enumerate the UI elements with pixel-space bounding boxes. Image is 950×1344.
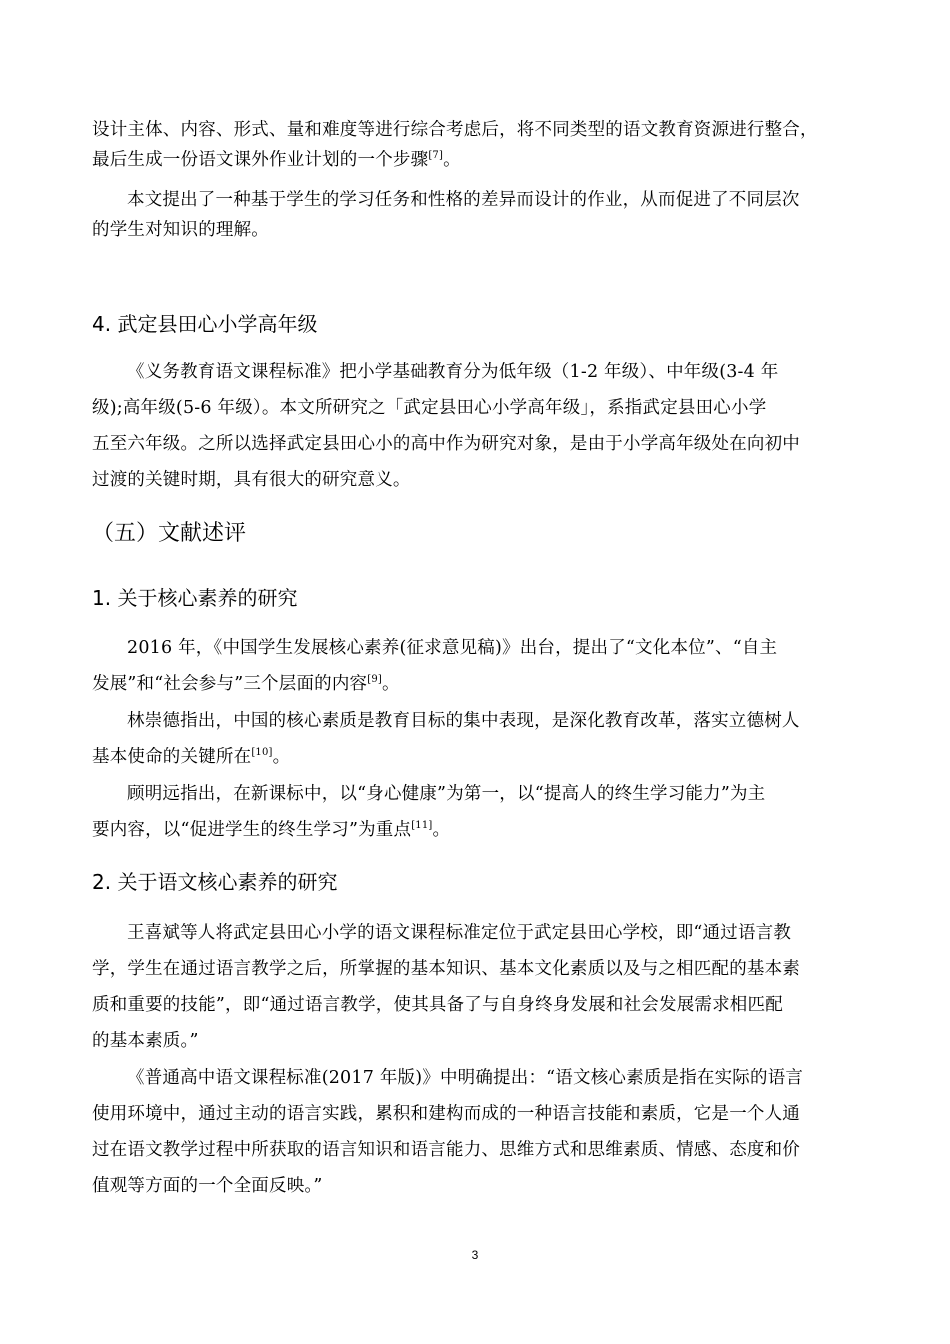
text-line: 林崇德指出，中国的核心素质是教育目标的集中表现，是深化教育改革，落实立德树人 [127,711,800,731]
text-span: 。 [272,747,291,767]
citation-ref: [9] [367,674,383,686]
heading-5-2: 2. 关于语文核心素养的研究 [92,870,338,894]
text-line [92,818,450,842]
citation-ref: [7] [428,150,444,162]
text-line: 《普通高中语文课程标准(2017 年版)》中明确提出：“语文核心素质是指在实际的语言 [127,1068,804,1088]
text-line [92,672,400,696]
heading-4: 4. 武定县田心小学高年级 [92,312,318,336]
text-line [92,745,290,769]
text-span: 。 [432,820,451,840]
text-line: 2016 年，《中国学生发展核心素养(征求意见稿)》出台，提出了“文化本位”、“自主 [127,638,778,658]
text-span: 。 [443,150,461,170]
text-line: 过渡的关键时期，具有很大的研究意义。 [92,470,411,490]
text-line: 《义务教育语文课程标准》把小学基础教育分为低年级（1-2 年级）、中年级(3-4 年 [127,362,779,382]
text-line: 王喜斌等人将武定县田心小学的语文课程标准定位于武定县田心学校，即“通过语言教 [127,923,792,943]
text-line: 过在语文教学过程中所获取的语言知识和语言能力、思维方式和思维素质、情感、态度和价 [92,1140,800,1160]
text-span: 基本使命的关键所在 [92,747,252,767]
page-number: 3 [471,1248,479,1262]
text-line: 本文提出了一种基于学生的学习任务和性格的差异而设计的作业，从而促进了不同层次 [127,190,800,210]
citation-ref: [11] [411,820,433,832]
text-line: 学，学生在通过语言教学之后，所掌握的基本知识、基本文化素质以及与之相匹配的基本素 [92,959,800,979]
text-span: 。 [382,674,400,694]
text-line: 值观等方面的一个全面反映。” [92,1176,323,1196]
text-line: 质和重要的技能”，即“通过语言教学，使其具备了与自身终身发展和社会发展需求相匹配 [92,995,783,1015]
text-line [92,148,461,172]
text-line: 顾明远指出，在新课标中，以“身心健康”为第一，以“提高人的终生学习能力”为主 [127,784,766,804]
text-line: 的学生对知识的理解。 [92,220,269,240]
text-line: 设计主体、内容、形式、量和难度等进行综合考虑后，将不同类型的语文教育资源进行整合， [92,120,818,140]
text-line: 使用环境中，通过主动的语言实践，累积和建构而成的一种语言技能和素质，它是一个人通 [92,1104,800,1124]
section-heading-5: （五）文献述评 [92,521,247,546]
text-span: 最后生成一份语文课外作业计划的一个步骤 [92,150,429,170]
text-span: 要内容，以“促进学生的终生学习”为重点 [92,820,412,840]
text-span: 发展”和“社会参与”三个层面的内容 [92,674,368,694]
heading-5-1: 1. 关于核心素养的研究 [92,586,298,610]
citation-ref: [10] [251,747,273,759]
text-line: 的基本素质。” [92,1031,199,1051]
text-line: 级);高年级(5-6 年级）。本文所研究之「武定县田心小学高年级」，系指武定县田心小学 [92,398,767,418]
text-line: 五至六年级。之所以选择武定县田心小的高中作为研究对象，是由于小学高年级处在向初中 [92,434,800,454]
